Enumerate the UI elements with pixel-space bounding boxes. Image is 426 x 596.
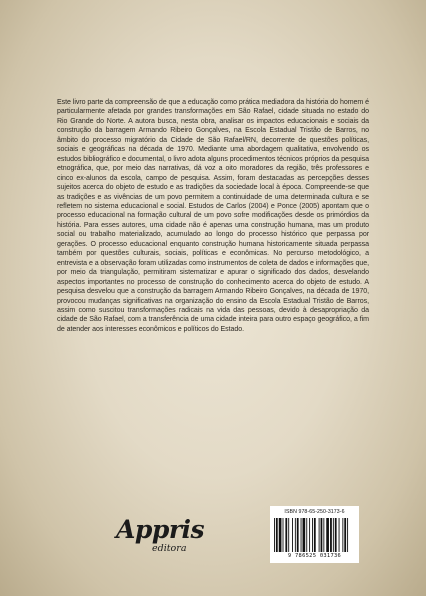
publisher-logo-subtitle: editora: [152, 543, 187, 554]
barcode-icon: [274, 518, 355, 552]
back-cover-blurb: [57, 98, 369, 334]
barcode-digits: 9 786525 031736: [287, 553, 342, 559]
blurb-paragraph: Este livro parte da compreensão de que a educação como prática mediadora da história do homem é particularmente afetada por grandes transformações em São Rafael, cidade situada no estado do Rio Grande do Norte. A autora busca, nesta obra, analisar os impactos educacionais e sociais da construção da barragem Armando Ribeiro Gonçalves, na Escola Estadual Tristão de Barros, no âmbito do processo migratório da Cidade de São Rafael/RN, decorrente de questões políticas, sociais e geográficas na década de 1970. Mediante uma abordagem qualitativa, envolvendo os estudos bibliográfico e documental, o livro adota alguns procedimentos técnicos próprios da pesquisa etnográfica, que, por meio das narrativas, dá voz a oito moradores da região, três professores e cinco ex-alunos da escola, campo de pesquisa. Assim, foram destacadas as percepções desses sujeitos acerca do objeto de estudo e as tradições da sociedade local à época. Compreende-se que as tradições e as vivências de um povo permitem a continuidade de uma determinada cultura e se refletem no sistema educacional e social. Estudos de Carlos (2004) e Ponce (2005) apontam que o processo educacional na formação cultural de um povo sofre modificações desde os primórdios da história. Para esses autores, uma cidade não é apenas uma construção humana, mas um produto social ou trabalho materializado, acumulado ao longo do processo histórico que perpassa por gerações. O processo educacional enquanto construção humana historicamente situada perpassa também por questões culturais, sociais, políticas e econômicas. No percurso metodológico, a entrevista e a observação foram utilizadas como instrumentos de coleta de dados e informações que, por meio da triangulação, permitiram sistematizar e apurar o significado dos dados, desvelando aspectos importantes no processo de construção do conhecimento acerca do objeto de estudo. A pesquisa desvelou que a construção da barragem Armando Ribeiro Gonçalves, na década de 1970, provocou mudanças significativas na organização do ensino da Escola Estadual Tristão de Barros, assim como suscitou transformações radicais na vida das pessoas, devido à desapropriação da cidade de São Rafael, com a transferência de uma cidade inteira para outro espaço geográfico, a fim de atender aos interesses econômicos e políticos do Estado.: [57, 99, 369, 333]
publisher-logo: [116, 515, 216, 555]
isbn-label: ISBN 978-65-250-3173-6: [284, 509, 345, 515]
isbn-barcode-block: [270, 506, 359, 563]
publisher-logo-wordmark: Appris: [116, 515, 205, 544]
